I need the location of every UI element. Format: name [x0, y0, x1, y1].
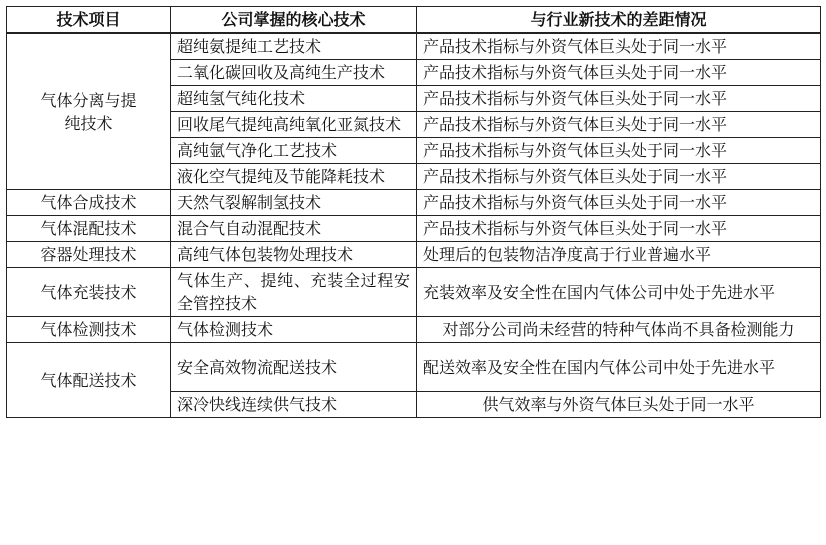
category-cell: 气体合成技术 [7, 190, 171, 216]
table-row [7, 190, 821, 216]
gap-cell: 充装效率及安全性在国内气体公司中处于先进水平 [417, 268, 821, 317]
table-row [7, 317, 821, 343]
gap-cell: 产品技术指标与外资气体巨头处于同一水平 [417, 112, 821, 138]
table-row [7, 343, 821, 392]
tech-cell: 超纯氢气纯化技术 [171, 86, 417, 112]
gap-cell: 产品技术指标与外资气体巨头处于同一水平 [417, 86, 821, 112]
category-cell: 容器处理技术 [7, 242, 171, 268]
gap-cell: 产品技术指标与外资气体巨头处于同一水平 [417, 60, 821, 86]
gap-cell: 产品技术指标与外资气体巨头处于同一水平 [417, 216, 821, 242]
header-core-tech: 公司掌握的核心技术 [171, 7, 417, 34]
header-gap: 与行业新技术的差距情况 [417, 7, 821, 34]
tech-cell: 液化空气提纯及节能降耗技术 [171, 164, 417, 190]
table-header-row [7, 7, 821, 34]
category-cell: 气体分离与提纯技术 [7, 33, 171, 190]
table-row [7, 33, 821, 60]
gap-cell: 产品技术指标与外资气体巨头处于同一水平 [417, 33, 821, 60]
tech-cell: 天然气裂解制氢技术 [171, 190, 417, 216]
table-row [7, 216, 821, 242]
category-cell: 气体配送技术 [7, 343, 171, 418]
category-cell: 气体充装技术 [7, 268, 171, 317]
tech-cell: 回收尾气提纯高纯氧化亚氮技术 [171, 112, 417, 138]
tech-cell: 气体检测技术 [171, 317, 417, 343]
tech-cell: 超纯氨提纯工艺技术 [171, 33, 417, 60]
tech-cell: 高纯气体包装物处理技术 [171, 242, 417, 268]
gap-cell: 处理后的包装物洁净度高于行业普遍水平 [417, 242, 821, 268]
tech-cell: 高纯氩气净化工艺技术 [171, 138, 417, 164]
tech-cell: 深冷快线连续供气技术 [171, 392, 417, 418]
tech-cell: 安全高效物流配送技术 [171, 343, 417, 392]
category-cell: 气体混配技术 [7, 216, 171, 242]
gap-cell: 供气效率与外资气体巨头处于同一水平 [417, 392, 821, 418]
tech-cell: 混合气自动混配技术 [171, 216, 417, 242]
gap-cell: 产品技术指标与外资气体巨头处于同一水平 [417, 138, 821, 164]
tech-cell: 气体生产、提纯、充装全过程安全管控技术 [171, 268, 417, 317]
header-category: 技术项目 [7, 7, 171, 34]
table-row [7, 242, 821, 268]
tech-cell: 二氧化碳回收及高纯生产技术 [171, 60, 417, 86]
gap-cell: 对部分公司尚未经营的特种气体尚不具备检测能力 [417, 317, 821, 343]
gap-cell: 产品技术指标与外资气体巨头处于同一水平 [417, 190, 821, 216]
gap-cell: 配送效率及安全性在国内气体公司中处于先进水平 [417, 343, 821, 392]
table-row [7, 268, 821, 317]
core-technology-table [6, 6, 821, 418]
category-cell: 气体检测技术 [7, 317, 171, 343]
gap-cell: 产品技术指标与外资气体巨头处于同一水平 [417, 164, 821, 190]
